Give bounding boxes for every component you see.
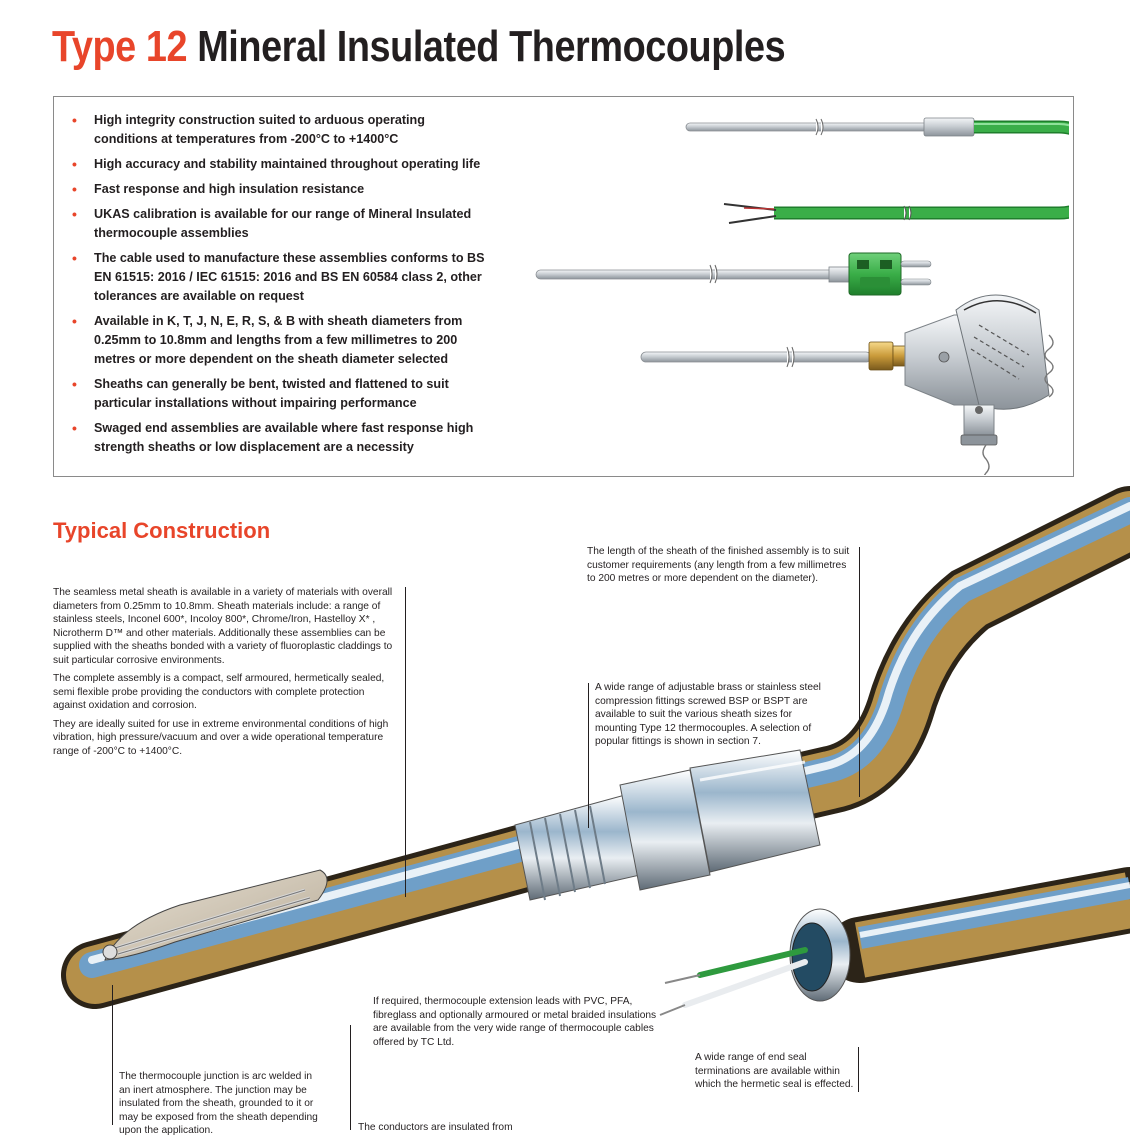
sheath-paragraph: The complete assembly is a compact, self armoured, hermetically sealed, semi flexible probe providing the conductors with complete protection against oxidation and corrosion. [53, 673, 385, 711]
end-seal-callout: A wide range of end seal terminations are available within which the hermetic seal is effected. [695, 1052, 854, 1090]
probe-with-lead-illustration [686, 118, 1069, 223]
feature-item: • Fast response and high insulation resistance [72, 181, 365, 197]
product-illustrations [524, 105, 1069, 475]
feature-item: • UKAS calibration is available for our range of Mineral Insulated thermocouple assemblies [72, 206, 472, 240]
sheath-paragraph: They are ideally suited for use in extreme environmental conditions of high vibration, high pressure/vacuum and over a wide operational temperature range of -200°C to +1400°C. [53, 718, 389, 757]
junction-leader-line [112, 985, 113, 1125]
end-seal-assembly [660, 885, 1130, 1015]
conductors-callout: The conductors are insulated from [358, 1122, 513, 1133]
feature-item: • The cable used to manufacture these assemblies conforms to BS EN 61515: 2016 / IEC 61515: 2016 and BS EN 60584 class 2, other tolerances are available on request [72, 250, 485, 303]
junction-callout: The thermocouple junction is arc welded in an inert atmosphere. The junction may be insulated from the sheath, grounded to it or may be exposed from the sheath depending upon the application. [119, 1071, 318, 1136]
feature-item: • Sheaths can generally be bent, twisted and flattened to suit particular installations without impairing performance [72, 376, 449, 410]
extension-leads-callout: If required, thermocouple extension leads with PVC, PFA, fibreglass and optionally armoured or metal braided insulations are available from the very wide range of thermocouple cables offered by TC Ltd. [373, 996, 657, 1048]
sheath-paragraph: The seamless metal sheath is available in a variety of materials with overall diameters from 0.25mm to 10.8mm. Sheath materials include: a range of stainless steels, Inconel 600*, Incoloy 800*, Chrome/Iron, Hastelloy X* , Nicrotherm D™ and other materials. Additionally these assemblies can be supplied with the sheaths bonded with a variety of fluoroplastic claddings to suit particular corrosive environments. [53, 587, 393, 666]
probe-with-terminal-head-illustration [641, 295, 1053, 475]
bullet-icon: • [72, 112, 77, 128]
page-title [52, 22, 785, 72]
title-product-name: Mineral Insulated Thermocouples [197, 22, 786, 71]
feature-item: • Available in K, T, J, N, E, R, S, & B with sheath diameters from 0.25mm to 10.8mm and lengths from a few millimetres to 200 metres or more dependent on the sheath diameter selected [72, 313, 463, 366]
compression-fitting [515, 750, 820, 900]
bullet-icon: • [72, 313, 77, 329]
probe-with-plug-illustration [536, 253, 931, 295]
bullet-icon: • [72, 156, 77, 172]
length-callout: The length of the sheath of the finished assembly is to suit customer requirements (any length from a few millimetres to 200 metres or more dependent on the diameter). [587, 546, 850, 584]
fitting-leader-line [588, 683, 589, 828]
bullet-icon: • [72, 181, 77, 197]
bullet-icon: • [72, 376, 77, 392]
sheath-leader-line [405, 587, 406, 897]
bullet-icon: • [72, 250, 77, 266]
fitting-callout: A wide range of adjustable brass or stainless steel compression fittings screwed BSP or BSPT are available to suit the various sheath sizes for mounting Type 12 thermocouples. A selection of popular fittings is shown in section 7. [595, 682, 821, 747]
features-panel [53, 96, 1074, 477]
section-heading: Typical Construction [53, 518, 271, 543]
bullet-icon: • [72, 420, 77, 436]
feature-item: • High integrity construction suited to arduous operating conditions at temperatures from -200°C to +1400°C [72, 112, 425, 146]
sheath-description [53, 586, 398, 763]
feature-list [68, 111, 488, 463]
feature-item: • Swaged end assemblies are available where fast response high strength sheaths or low displacement are a necessity [72, 420, 474, 454]
length-leader-line [859, 547, 860, 797]
feature-item: • High accuracy and stability maintained throughout operating life [72, 156, 481, 172]
conductors-leader-line [350, 1025, 351, 1130]
bullet-icon: • [72, 206, 77, 222]
title-type-number: Type 12 [52, 22, 188, 71]
